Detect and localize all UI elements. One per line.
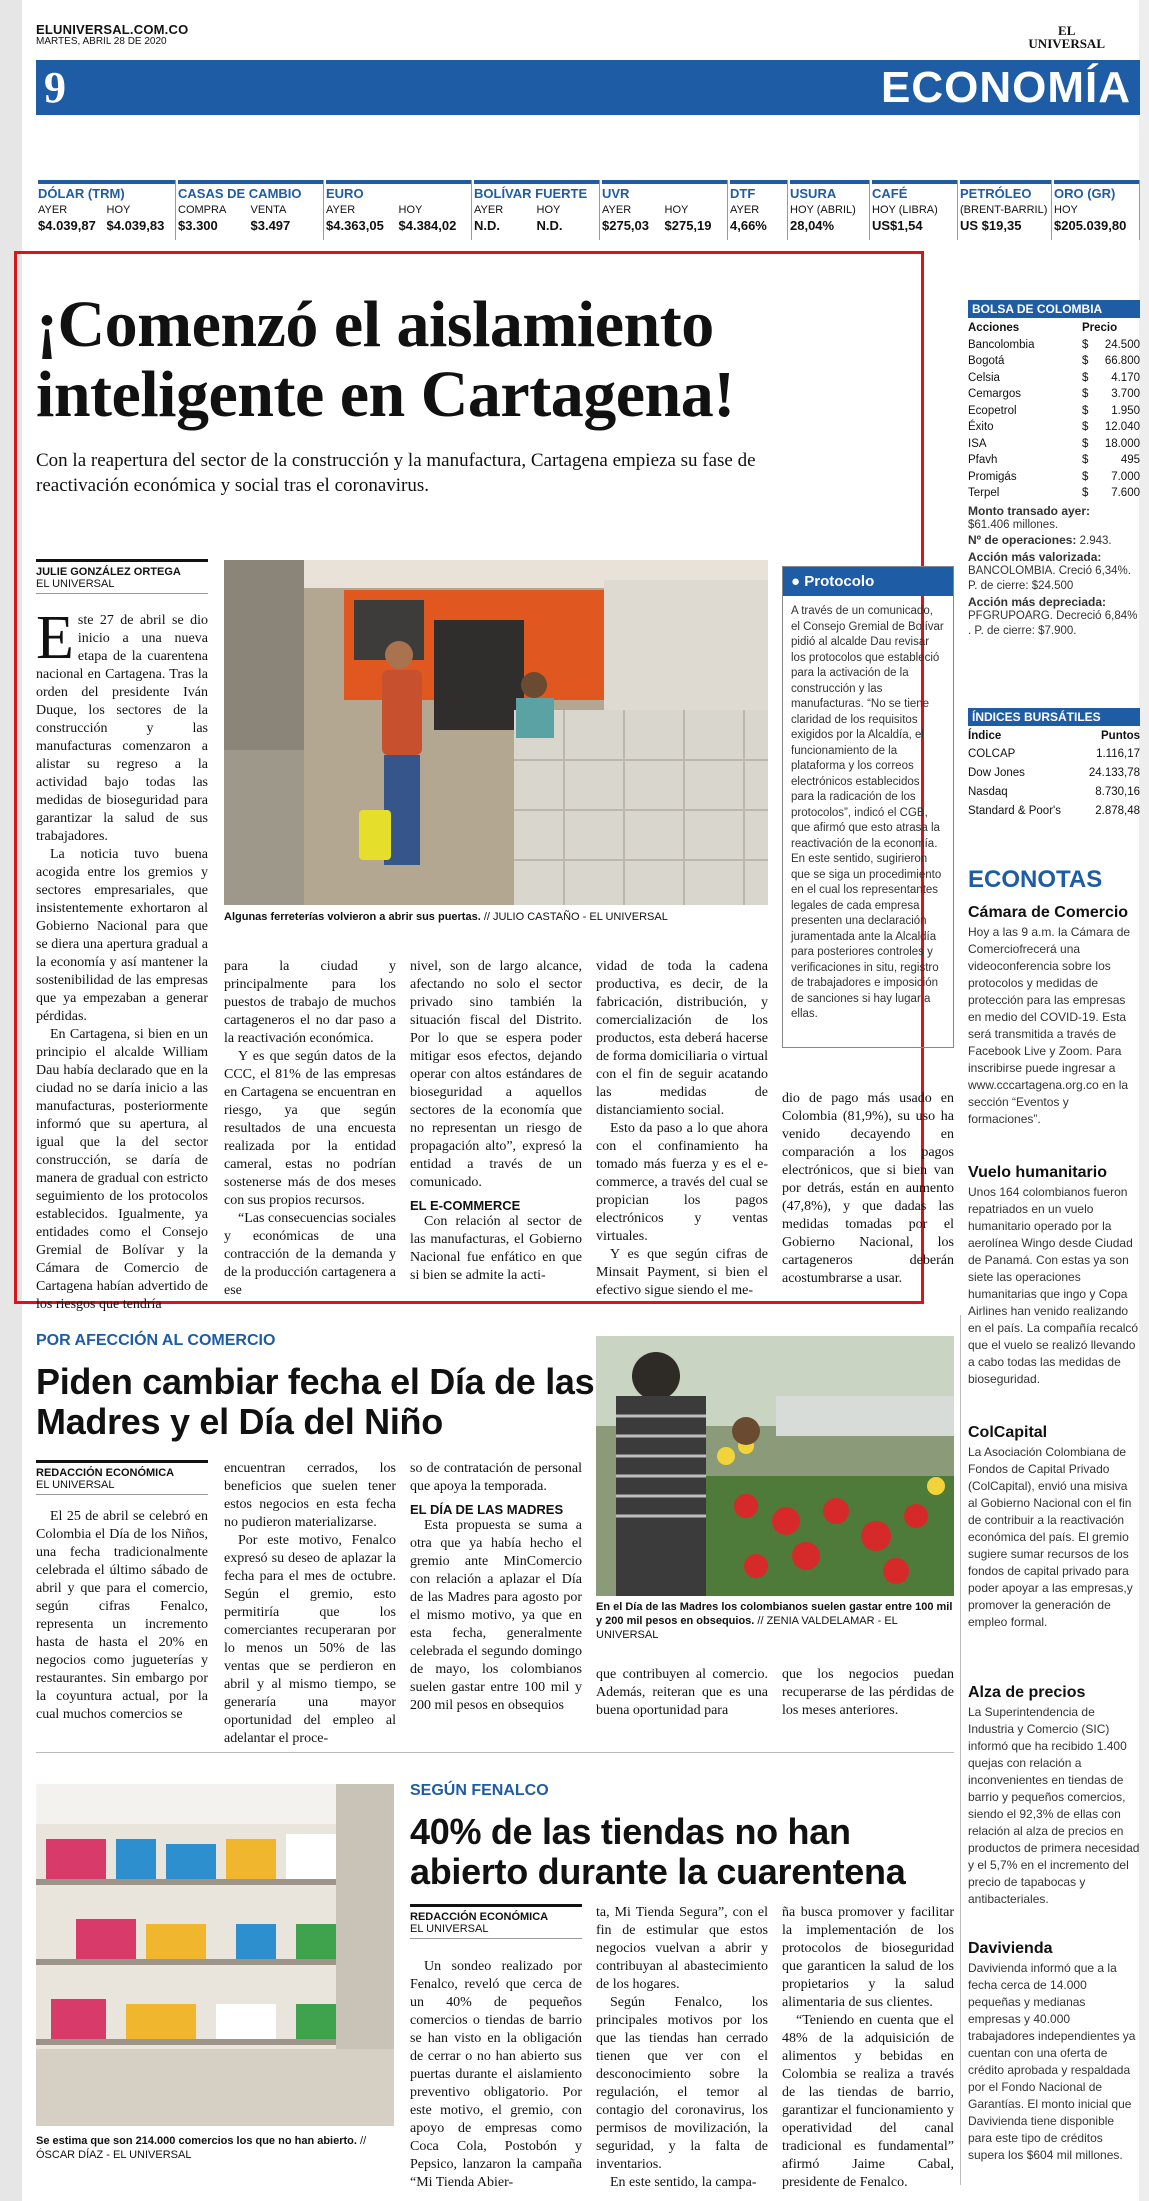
main-col-5 [782, 1090, 954, 1288]
valorizada-value: BANCOLOMBIA. Creció 6,34%. P. de cierre: $24.500 [968, 564, 1131, 592]
stock-price: 495 [1120, 454, 1140, 466]
story3-headline: 40% de las tiendas no han abierto durante la cuarentena [410, 1811, 906, 1892]
right-page-gutter [1139, 0, 1149, 2201]
story2-col-4 [596, 1666, 768, 1720]
rate-group [788, 180, 870, 240]
story2-col-3 [410, 1460, 582, 1715]
currency-sign: $ [1082, 371, 1089, 384]
main-byline [36, 559, 208, 594]
rate-values [38, 218, 175, 233]
rate-sublabel: HOY (LIBRA) [872, 204, 938, 216]
paragraph: para la ciudad y principalmente para los puestos de trabajo de muchos cartageneros el no dar paso a la reactivación económica. [224, 959, 396, 1046]
monto-label: Monto transado ayer: [968, 503, 1091, 518]
econota-title: Vuelo humanitario [968, 1164, 1107, 1181]
stock-name: Ecopetrol [968, 404, 1017, 417]
rate-label: BOLÍVAR FUERTE [474, 180, 599, 202]
stock-price: 18.000 [1104, 437, 1140, 450]
rate-group [600, 180, 728, 240]
paragraph: Con relación al sector de las manufacturas, el Gobierno Nacional fue enfático en que si bien se admite la acti- [410, 1214, 582, 1283]
rate-values [474, 218, 599, 233]
indices-rows [968, 745, 1140, 821]
rate-sublabels [178, 204, 323, 216]
stock-row [968, 337, 1140, 354]
issue-date: MARTES, ABRIL 28 DE 2020 [36, 36, 167, 47]
stock-name: Celsia [968, 371, 1000, 384]
logo-line-1: EL [1058, 23, 1076, 38]
indices-header-row [968, 728, 1140, 745]
stock-name: Bogotá [968, 355, 1005, 367]
paragraph: “Las consecuencias sociales y económicas de una contracción de la demanda y de la producción cartagenera a ese [224, 1211, 396, 1298]
paragraph: que contribuyen al comercio. Además, reiteran que es una buena oportunidad para [596, 1667, 768, 1718]
rate-group [870, 180, 958, 240]
caption-text: En el Día de las Madres los colombianos suelen gastar entre 100 mil y 200 mil pesos en obsequios. [596, 1601, 953, 1627]
site-name: ELUNIVERSAL.COM.CO [36, 22, 189, 37]
currency-sign: $ [1082, 470, 1089, 483]
col-puntos: Puntos [1101, 730, 1140, 742]
byline-org: EL UNIVERSAL [36, 578, 115, 590]
main-dek: Con la reapertura del sector de la construcción y la manufactura, Cartagena empieza su fase de reactivación económica y social tras el coronavirus. [36, 450, 756, 496]
indices-title: ÍNDICES BURSÁTILES [968, 708, 1140, 726]
stock-name: Bancolombia [968, 338, 1035, 351]
rate-sublabel: HOY [1054, 204, 1078, 216]
main-headline: ¡Comenzó el aislamiento inteligente en Cartagena! [36, 288, 735, 431]
rate-value: $3.497 [250, 218, 291, 233]
rate-sublabels [326, 204, 471, 216]
rate-sublabel: HOY [398, 204, 423, 216]
stock-row [968, 386, 1140, 403]
rate-label: PETRÓLEO [960, 180, 1051, 202]
rate-value: 4,66% [730, 218, 767, 233]
byline-org: EL UNIVERSAL [410, 1923, 489, 1935]
rate-sublabel: HOY [664, 204, 689, 216]
ops-value: 2.943. [1076, 535, 1112, 547]
paragraph: En este sentido, la campa- [610, 2175, 757, 2190]
index-name: COLCAP [968, 747, 1016, 760]
rate-value: 28,04% [790, 218, 835, 233]
stock-row [968, 469, 1140, 486]
rate-value: $275,19 [664, 218, 712, 233]
rate-value: US $19,35 [960, 218, 1022, 233]
econota-item [968, 1164, 1140, 1388]
col-precio: Precio [1082, 322, 1118, 334]
rate-values [730, 218, 787, 233]
econota-body: Hoy a las 9 a.m. la Cámara de Comerciofrecerá una videoconferencia sobre los protocolos y medidas de protección para las empresas en medio del COVID-19. Esta será transmitida a través de Facebook Live y Zoom. Para inscribirse puede ingresar a www.cccartagena.org.co en la sección “Eventos y formaciones”. [968, 925, 1131, 1126]
rate-sublabel: AYER [326, 204, 356, 216]
econota-title: Alza de precios [968, 1684, 1086, 1701]
story2-headline: Piden cambiar fecha el Día de las Madres y el Día del Niño [36, 1361, 595, 1442]
rate-sublabels [790, 204, 869, 216]
rate-value: US$1,54 [872, 218, 923, 233]
index-name: Standard & Poor's [968, 804, 1061, 817]
rate-sublabels [602, 204, 727, 216]
currency-sign: $ [1082, 437, 1089, 450]
section-title: ECONOMÍA [881, 63, 1131, 112]
stock-price: 12.040 [1104, 421, 1140, 433]
caption-text: Se estima que son 214.000 comercios los que no han abierto. [36, 2135, 357, 2147]
currency-sign: $ [1082, 388, 1089, 400]
paragraph: Y es que según datos de la CCC, el 81% de las empresas en Cartagena se encuentran en riesgo, ya que según resultados de una encuesta realizada por la entidad cameral, estas no podrían sostenerse más de dos meses con sus propios recursos. [224, 1049, 396, 1208]
story2-col-5 [782, 1666, 954, 1720]
econotas-title: ECONOTAS [968, 866, 1103, 893]
subhead-ecommerce: EL E-COMMERCE [410, 1198, 521, 1213]
econota-item [968, 904, 1140, 1128]
story2-byline [36, 1460, 208, 1495]
bullet-icon: ● [791, 573, 801, 590]
econota-body: Davivienda informó que a la fecha cerca de 14.000 pequeñas y medianas empresas y 40.000 trabajadores independientes ya cuentan con una oferta de crédito aprobada y respaldada por el Fondo Nacional de Garantías. El monto inicial que Davivienda tiene disponible para este tipo de créditos supera los $604 mil millones. [968, 1961, 1136, 2162]
main-col-2 [224, 958, 396, 1300]
stock-name: ISA [968, 437, 987, 450]
story3-col-3 [782, 1904, 954, 2192]
byline-author: REDACCIÓN ECONÓMICA [36, 1467, 175, 1479]
paragraph: Este 27 de abril se dio inicio a una nueva etapa de la cuarentena nacional en Cartagena. Tras la orden del presidente Iván Duque, los sectores de la construcción y las manufacturas comenzaron a alistar su regreso a la actividad bajo todas las medidas de bioseguridad para garantizar la salud de sus trabajadores. [36, 604, 208, 844]
paragraph: “Teniendo en cuenta que el 48% de la adquisición de alimentos y bebidas en Colombia se realiza a través de las tiendas de barrio, garantizar el funcionamiento y operatividad del canal tradicional es fundamental” afirmó Jaime Cabal, presidente de Fenalco. [782, 2013, 954, 2190]
rate-sublabels [730, 204, 787, 216]
stock-row [968, 485, 1140, 502]
rate-group [176, 180, 324, 240]
protocolo-header [783, 567, 953, 596]
stock-row [968, 419, 1140, 436]
stock-name: Pfavh [968, 454, 998, 466]
rate-value: $4.039,83 [106, 218, 165, 233]
main-photo-hardware-store [224, 560, 768, 905]
paragraph: nivel, son de largo alcance, afectando no solo el sector privado sino también la situación fiscal del Distrito. Por lo que se espera poder mitigar esos efectos, dejando operar con altos estándares de bioseguridad a aquellos sectores de la economía que no representan un riesgo de propagación alto”, expresó la entidad a través de un comunicado. [410, 959, 582, 1190]
newspaper-logo [1028, 24, 1105, 50]
story3-photo-store-shelves [36, 1784, 394, 2126]
econota-item [968, 1684, 1140, 1908]
rate-group [728, 180, 788, 240]
rate-sublabel: COMPRA [178, 204, 227, 216]
rate-label: CAFÉ [872, 180, 957, 202]
story-divider [36, 1752, 954, 1753]
rate-values [326, 218, 471, 233]
rate-sublabels [1054, 204, 1139, 216]
subhead-dia-madres: EL DÍA DE LAS MADRES [410, 1502, 564, 1517]
rate-label: DTF [730, 180, 787, 202]
paragraph: vidad de toda la cadena productiva, es decir, de la fabricación, distribución, y comercialización de los productos, esta deberá hacerse de forma domiciliaria o virtual con el fin de seguir acatando las medidas de distanciamiento social. [596, 959, 768, 1118]
stock-price: 7.000 [1111, 470, 1140, 483]
stock-name: Éxito [968, 421, 994, 433]
stock-row [968, 436, 1140, 453]
depreciada-label: Acción más depreciada: [968, 594, 1107, 609]
index-row [968, 764, 1140, 783]
rate-values [602, 218, 727, 233]
paragraph: Un sondeo realizado por Fenalco, reveló que cerca de un 40% de pequeños comercios o tiendas de barrio se han visto en la obligación de cerrar o no han abierto sus puertas durante el aislamiento preventivo obligatorio. Por este motivo, el gremio, con apoyo de empresas como Coca Cola, Postobón y Pepsico, lanzaron la campaña “Mi Tienda Abier- [410, 1959, 582, 2190]
index-points: 8.730,16 [1095, 785, 1140, 798]
rate-value: N.D. [536, 218, 563, 233]
stock-row [968, 370, 1140, 387]
currency-sign: $ [1082, 487, 1089, 499]
paragraph: Esta propuesta se suma a otra que ya había hecho el gremio ante MinComercio con relación a aplazar el Día de las Madres para agosto por el mismo motivo, ya que en esta fecha, generalmente celebrada el segundo domingo de mayo, los colombianos suelen gastar entre 100 mil y 200 mil pesos en obsequios [410, 1518, 582, 1713]
story3-kicker: SEGÚN FENALCO [410, 1782, 549, 1799]
econota-body: La Superintendencia de Industria y Comercio (SIC) informó que ha recibido 1.400 quejas con relación a inconvenientes en tiendas de barrio y pequeños comercios, siendo el 92,3% de ellas con relación al alza de precios en productos de primera necesidad y el 5,7% en el incremento del precio de tapabocas y antibacteriales. [968, 1705, 1140, 1906]
bolsa-title: BOLSA DE COLOMBIA [968, 300, 1140, 318]
paragraph: Por este motivo, Fenalco expresó su deseo de aplazar la fecha para el mes de octubre. Según el gremio, esto permitiría que los comerciantes recuperaran por lo menos un 50% de las ventas que se perdieron en abril y al mismo tiempo, se generaría una mayor oportunidad del empleo al adelantar el proce- [224, 1533, 396, 1746]
col-indice: Índice [968, 730, 1002, 742]
rate-values [178, 218, 323, 233]
rate-sublabel: VENTA [250, 204, 287, 216]
stock-row [968, 403, 1140, 420]
story2-kicker: POR AFECCIÓN AL COMERCIO [36, 1332, 276, 1349]
indices-table [968, 708, 1140, 821]
currency-sign: $ [1082, 355, 1089, 367]
rate-sublabel: HOY [106, 204, 131, 216]
econota-item [968, 1940, 1140, 2164]
paragraph: encuentran cerrados, los beneficios que suelen tener estos negocios en esta fecha no pudieron materializarse. [224, 1461, 396, 1530]
rate-value: $3.300 [178, 218, 218, 233]
photo-credit: // ZENIA VALDELAMAR - EL UNIVERSAL [596, 1615, 898, 1641]
stock-row [968, 353, 1140, 370]
currency-sign: $ [1082, 421, 1089, 433]
econota-title: Davivienda [968, 1940, 1053, 1957]
page-number: 9 [44, 63, 66, 112]
story3-byline [410, 1904, 582, 1939]
rate-sublabels [872, 204, 957, 216]
index-name: Nasdaq [968, 785, 1008, 798]
paragraph: ta, Mi Tienda Segura”, con el fin de estimular que estos negocios vuelvan a abrir y contribuyan al abastecimiento de los hogares. [596, 1905, 768, 1992]
rate-sublabel: AYER [474, 204, 504, 216]
rate-group [472, 180, 600, 240]
paragraph: que los negocios puedan recuperarse de las pérdidas de los meses anteriores. [782, 1667, 954, 1718]
story3-photo-caption [36, 2134, 394, 2162]
paragraph: Y es que según cifras de Minsait Payment, si bien el efectivo sigue siendo el me- [596, 1247, 768, 1298]
exchange-rates-strip [36, 180, 1140, 240]
stock-row [968, 452, 1140, 469]
paragraph: En Cartagena, si bien en un principio el alcalde William Dau había declarado que en la ciudad no se daría inicio a las manufacturas, posteriormente informó que su apertura, al igual que la del sector construcción, se daría de manera de gradual con estricto seguimiento de los protocolos establecidos. Igualmente, ya entidades como el Consejo Gremial de Bolívar y la Cámara de Comercio de Cartagena habían advertido de los riesgos que tendría [36, 1027, 208, 1312]
rate-value: $4.384,02 [398, 218, 457, 233]
econota-title: ColCapital [968, 1424, 1048, 1441]
rate-sublabel: AYER [602, 204, 632, 216]
paragraph: Según Fenalco, los principales motivos por los que las tiendas han cerrado tienen que ver con el desconocimiento sobre la regulación, el temor al contagio del coronavirus, los permisos de movilización, la seguridad, y la falta de inventarios. [596, 1995, 768, 2172]
rate-label: CASAS DE CAMBIO [178, 180, 323, 202]
stock-price: 66.800 [1104, 355, 1140, 367]
paragraph: El 25 de abril se celebró en Colombia el Día de los Niños, una fecha tradicionalmente celebrada el último sábado de abril y que para el comercio, según cifras Fenalco, representa un incremento hasta de hasta el 20% en negocios como jugueterías y restaurantes. Sin embargo por la coyuntura actual, por la cual muchos comercios se [36, 1509, 208, 1722]
rate-sublabel: (BRENT-BARRIL) [960, 204, 1048, 216]
rate-label: EURO [326, 180, 471, 202]
photo-credit: // ÓSCAR DÍAZ - EL UNIVERSAL [36, 2135, 367, 2161]
stock-name: Terpel [968, 487, 1000, 499]
byline-author: REDACCIÓN ECONÓMICA [410, 1911, 549, 1923]
currency-sign: $ [1082, 404, 1089, 417]
rate-sublabels [960, 204, 1051, 216]
paragraph: La noticia tuvo buena acogida entre los gremios y sectores empresariales, que insistentemente exhortaron al Gobierno Nacional para que se diera una apertura gradual a la economía y así mantener la sostenibilidad de las empresas que ya empezaban a generar pérdidas. [36, 847, 208, 1024]
monto-value: $61.406 millones. [968, 518, 1059, 531]
protocolo-body [783, 596, 953, 1031]
rate-label: DÓLAR (TRM) [38, 180, 175, 202]
story2-photo-flower-vendors [596, 1336, 954, 1596]
ops-label: Nº de operaciones: [968, 533, 1077, 547]
index-name: Dow Jones [968, 766, 1025, 779]
rate-sublabel: HOY [536, 204, 561, 216]
rate-sublabel: AYER [730, 204, 760, 216]
rate-sublabels [474, 204, 599, 216]
byline-org: EL UNIVERSAL [36, 1479, 115, 1491]
index-row [968, 802, 1140, 821]
econota-title: Cámara de Comercio [968, 904, 1129, 921]
currency-sign: $ [1082, 338, 1089, 351]
paragraph: so de contratación de personal que apoya la temporada. [410, 1461, 582, 1494]
paragraph: En este sentido, sugirieron que se siga un procedimiento en el cual los representantes legales de cada empresa presenten una declaración juramentada ante la Alcaldía para posteriores controles y verificaciones in situ, registro de trabajadores e imposición de sanciones si hay lugar a ellas. [791, 853, 942, 1020]
rate-value: $275,03 [602, 218, 649, 233]
econota-item [968, 1424, 1140, 1631]
story2-col-2 [224, 1460, 396, 1748]
bolsa-table [968, 300, 1140, 640]
rate-value: $4.039,87 [38, 218, 96, 233]
bolsa-rows [968, 337, 1140, 502]
stock-price: 3.700 [1111, 388, 1140, 400]
econota-body: La Asociación Colombiana de Fondos de Capital Privado (ColCapital), envió una misiva al Gobierno Nacional con el fin de contribuir a la reactivación económica del país. El gremio sugiere sumar recursos de los fondos de capital privado para poder apoyar a las empresas,y promover la generación de empleo formal. [968, 1445, 1133, 1629]
rate-values [790, 218, 869, 233]
photo-credit: // JULIO CASTAÑO - EL UNIVERSAL [480, 911, 668, 923]
paragraph: Esto da paso a lo que ahora con el confinamiento ha tomado más fuerza y es el e-commerce, a través del cual se propician los pagos electrónicos y ventas virtuales. [596, 1121, 768, 1244]
main-col-1 [36, 604, 208, 1314]
valorizada-label: Acción más valorizada: [968, 549, 1102, 564]
depreciada-value: PFGRUPOARG. Decreció 6,84% . P. de cierre: $7.900. [968, 609, 1138, 637]
main-col-4 [596, 958, 768, 1300]
rate-value: $4.363,05 [326, 218, 384, 233]
bolsa-summary [968, 504, 1140, 640]
rate-value: N.D. [474, 218, 500, 233]
paragraph: A través de un comunicado, el Consejo Gremial de Bolívar pidió al alcalde Dau revisar los protocolos que estableció para la activación de la construcción y las manufacturas. “No se tiene claridad de los requisitos exigidos por la Alcaldía, el funcionamiento de la plataforma y los correos electrónicos establecidos para la radicación de los protocolos”, indicó el CGB, que afirmó que esto atrasa la reactivación de la economía. [791, 605, 944, 850]
rate-group [324, 180, 472, 240]
paragraph: dio de pago más usado en Colombia (81,9%), su uso ha venido decayendo en comparación a los pagos electrónicos, que si bien van por detrás, están en aumento (47,8%), y que dadas las medidas tomadas por el Gobierno Nacional, los cartageneros deberán acostumbrarse a usar. [782, 1091, 954, 1286]
paragraph: ña busca promover y facilitar la implementación de los protocolos de bioseguridad que garanticen la salud de los propietarios y la salud alimentaria de sus clientes. [782, 1905, 954, 2010]
rate-label: UVR [602, 180, 727, 202]
rate-value: $205.039,80 [1054, 218, 1127, 233]
rate-sublabels [38, 204, 175, 216]
story2-photo-caption [596, 1600, 954, 1642]
stock-price: 24.500 [1104, 338, 1140, 351]
stock-price: 1.950 [1111, 404, 1140, 417]
stock-price: 4.170 [1111, 371, 1140, 384]
rate-values [1054, 218, 1139, 233]
index-row [968, 745, 1140, 764]
rate-group [1052, 180, 1140, 240]
currency-sign: $ [1082, 454, 1089, 466]
index-points: 24.133,78 [1088, 766, 1140, 779]
stock-price: 7.600 [1111, 487, 1140, 499]
index-points: 2.878,48 [1095, 804, 1140, 817]
index-points: 1.116,17 [1096, 747, 1140, 760]
rate-label: ORO (GR) [1054, 180, 1139, 202]
logo-line-2: UNIVERSAL [1028, 36, 1105, 51]
index-row [968, 783, 1140, 802]
stock-name: Promigás [968, 470, 1017, 483]
stock-name: Cemargos [968, 388, 1022, 400]
main-col-3 [410, 958, 582, 1285]
col-acciones: Acciones [968, 322, 1020, 334]
rate-group [958, 180, 1052, 240]
econota-body: Unos 164 colombianos fueron repatriados en un vuelo humanitario operado por la aerolínea Wingo desde Ciudad de Panamá. Con estas ya son siete las operaciones humanitarias que ingo y Copa Airlines han venido realizando en el país. La compañía recalcó que el vuelo se realizó llevando a cabo todas las medidas de bioseguridad. [968, 1185, 1139, 1386]
byline-author: JULIE GONZÁLEZ ORTEGA [36, 566, 181, 578]
rate-group [36, 180, 176, 240]
rate-sublabel: HOY (ABRIL) [790, 204, 856, 216]
story3-col-2 [596, 1904, 768, 2192]
rate-label: USURA [790, 180, 869, 202]
story3-col-1 [410, 1958, 582, 2192]
main-photo-caption [224, 910, 774, 924]
protocolo-title: Protocolo [804, 573, 875, 590]
rate-values [960, 218, 1051, 233]
story2-col-1 [36, 1508, 208, 1724]
rate-sublabel: AYER [38, 204, 68, 216]
protocolo-box [782, 566, 954, 1048]
rate-values [872, 218, 957, 233]
sidebar-divider [960, 1315, 961, 2185]
bolsa-header-row [968, 320, 1140, 337]
caption-text: Algunas ferreterías volvieron a abrir sus puertas. [224, 911, 481, 923]
